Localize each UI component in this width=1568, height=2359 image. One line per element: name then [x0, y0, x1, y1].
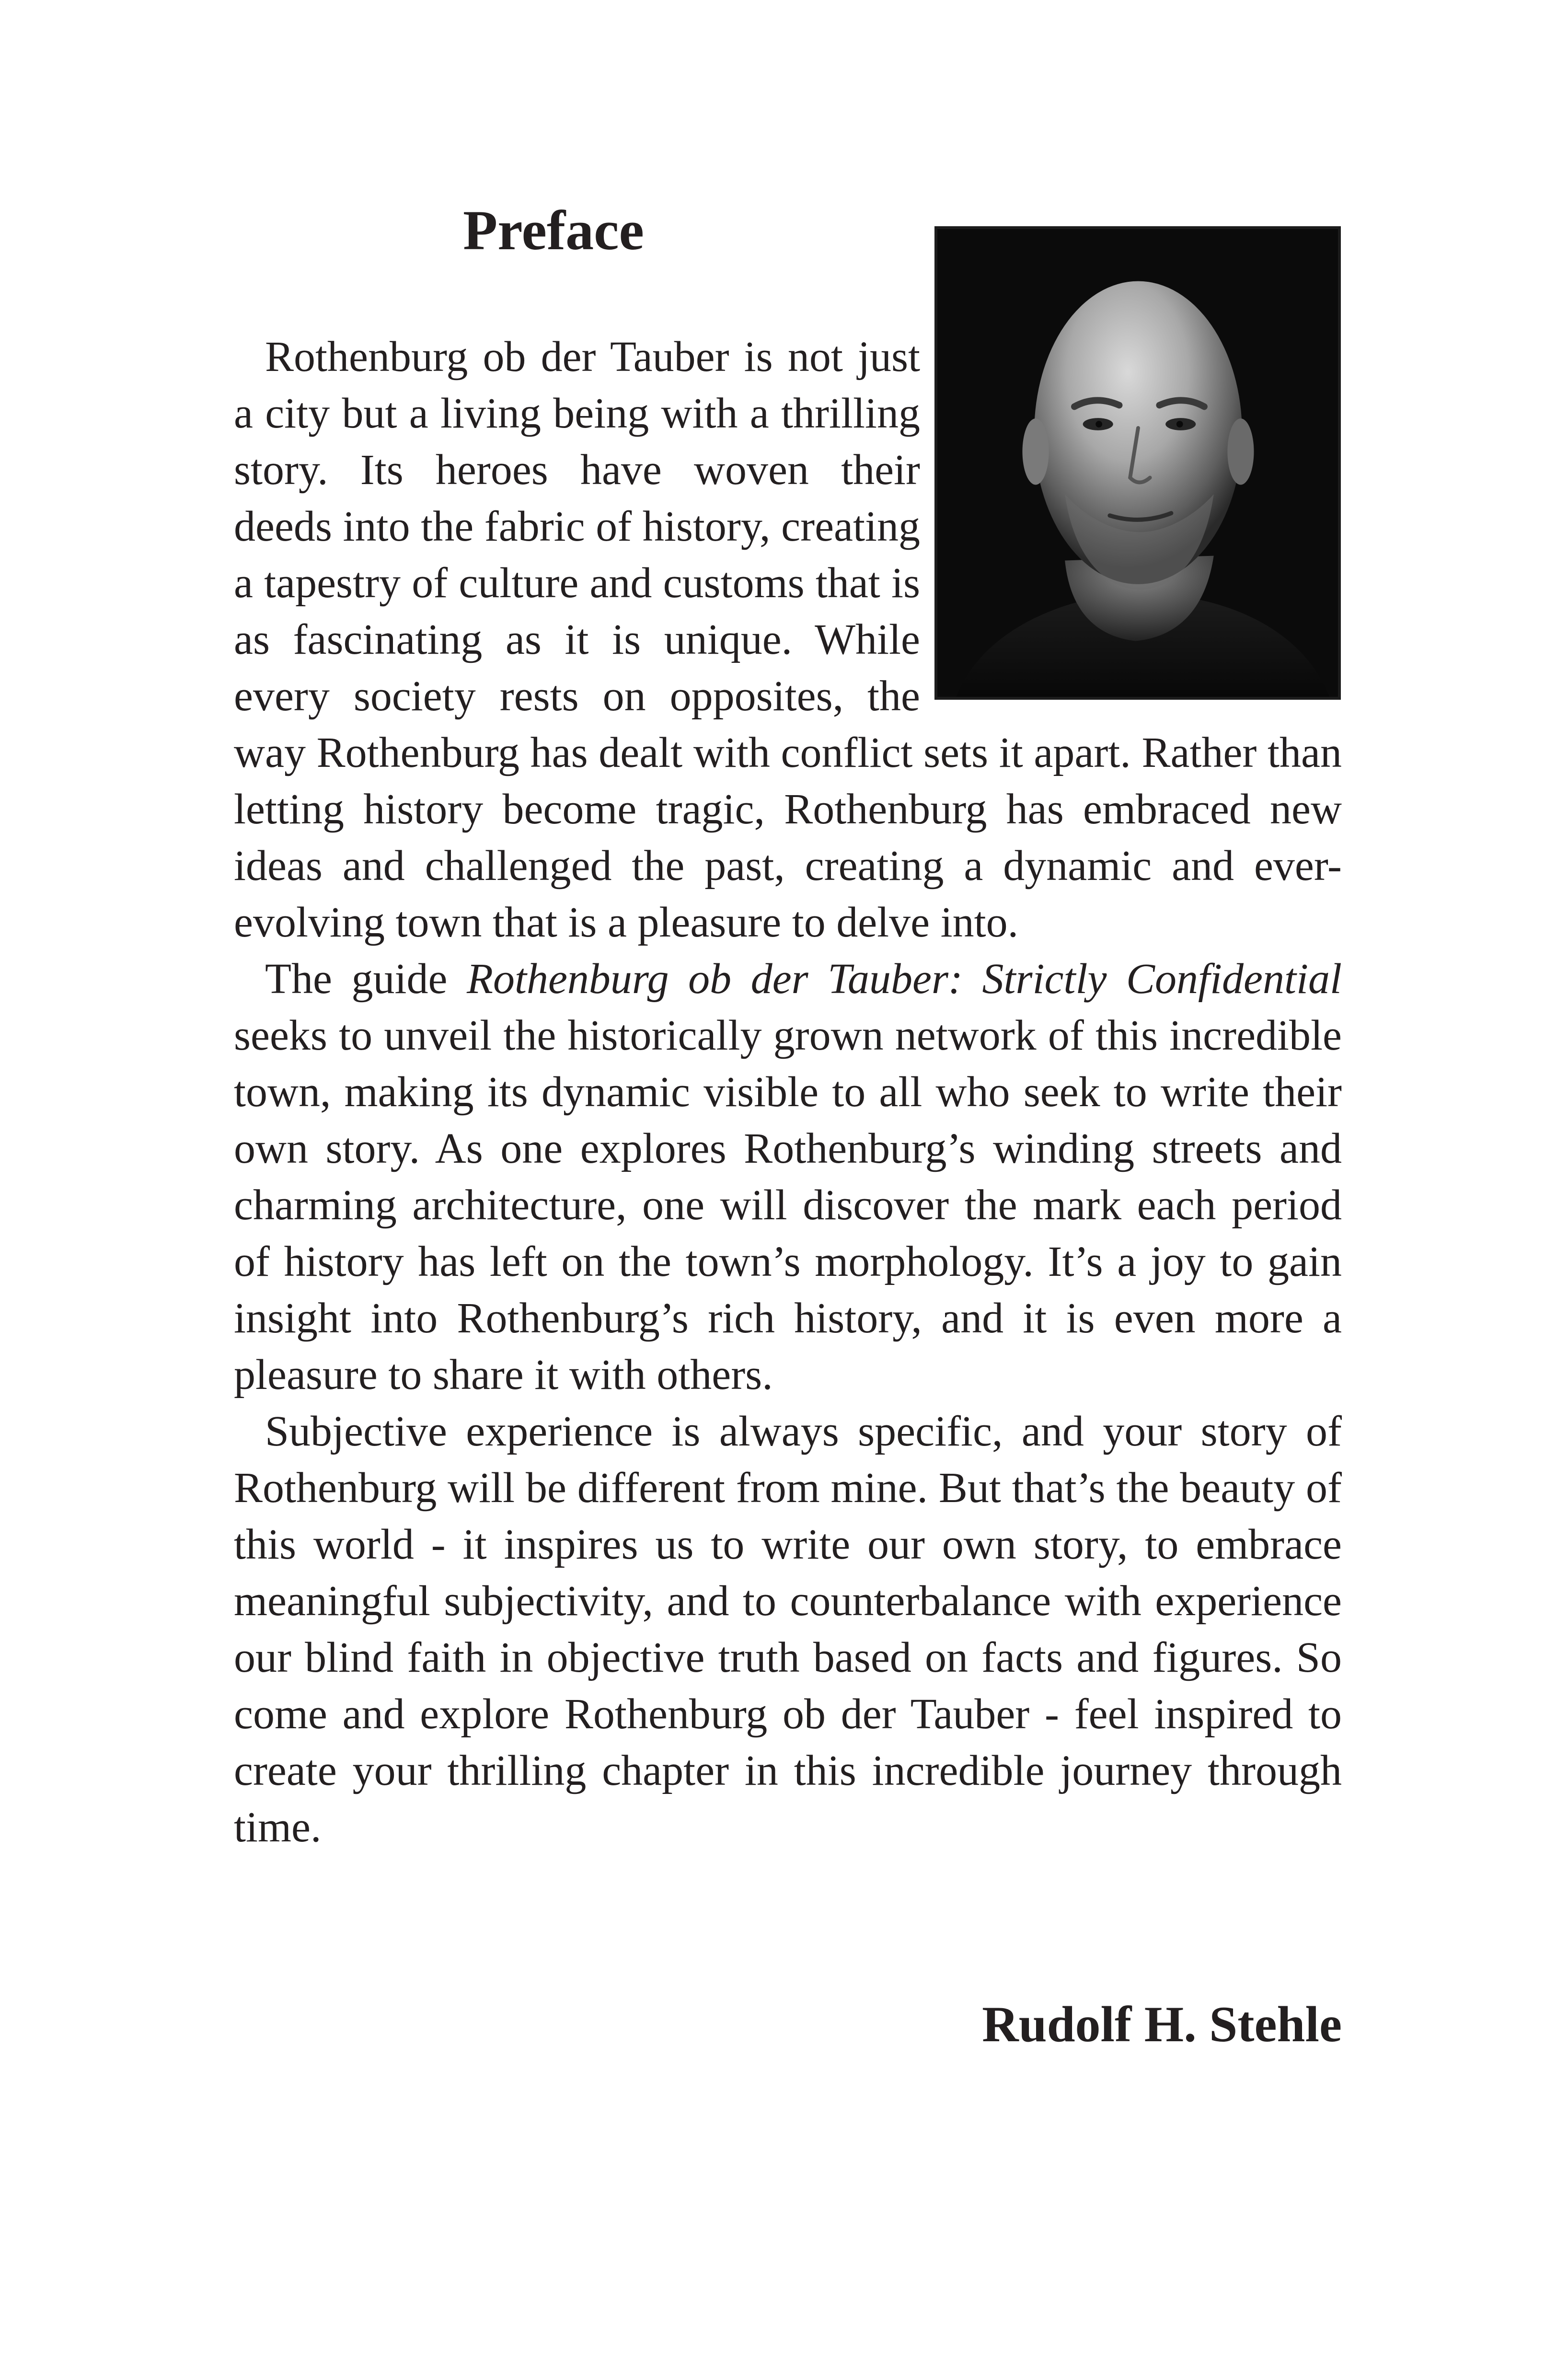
paragraph-2-lead: The guide — [265, 955, 448, 1003]
paragraph-2-rest: seeks to unveil the historically grown network of this incredible town, making its dynamic visible to all who seek to write their own story. As one explores Rothenburg’s winding streets and charming architecture, one will discover the mark each period of history has left on the town’s morphology. It’s a joy to gain insight into Rothenburg’s rich history, and it is even more a pleasure to share it with others. — [234, 1012, 1342, 1399]
author-signature: Rudolf H. Stehle — [982, 1996, 1342, 2052]
page-title: Preface — [463, 199, 644, 262]
portrait-text-wrap-spacer — [920, 329, 1342, 715]
preface-body — [234, 329, 1342, 1856]
preface-paragraph-1: Rothenburg ob der Tauber is not just a city but a living being with a thrilling story. Its heroes have woven their deeds into the fabric of history, creating a tapestry of culture and customs that is as fascinating as it is unique. While every society rests on opposites, the way Rothenburg has dealt with conflict sets it apart. Rather than letting history become tragic, Rothenburg has embraced new ideas and challenged the past, creating a dynamic and ever-evolving town that is a pleasure to delve into. — [234, 333, 1342, 946]
preface-paragraph-2 — [234, 951, 1342, 1403]
book-title-italic: Rothenburg ob der Tauber: Strictly Confidential — [467, 955, 1342, 1003]
preface-paragraph-3: Subjective experience is always specific, and your story of Rothenburg will be different from mine. But that’s the beauty of this world - it inspires us to write our own story, to embrace meaningful subjectivity, and to counterbalance with experience our blind faith in objective truth based on facts and figures. So come and explore Rothenburg ob der Tauber - feel inspired to create your thrilling chapter in this incredible journey through time. — [234, 1408, 1342, 1851]
